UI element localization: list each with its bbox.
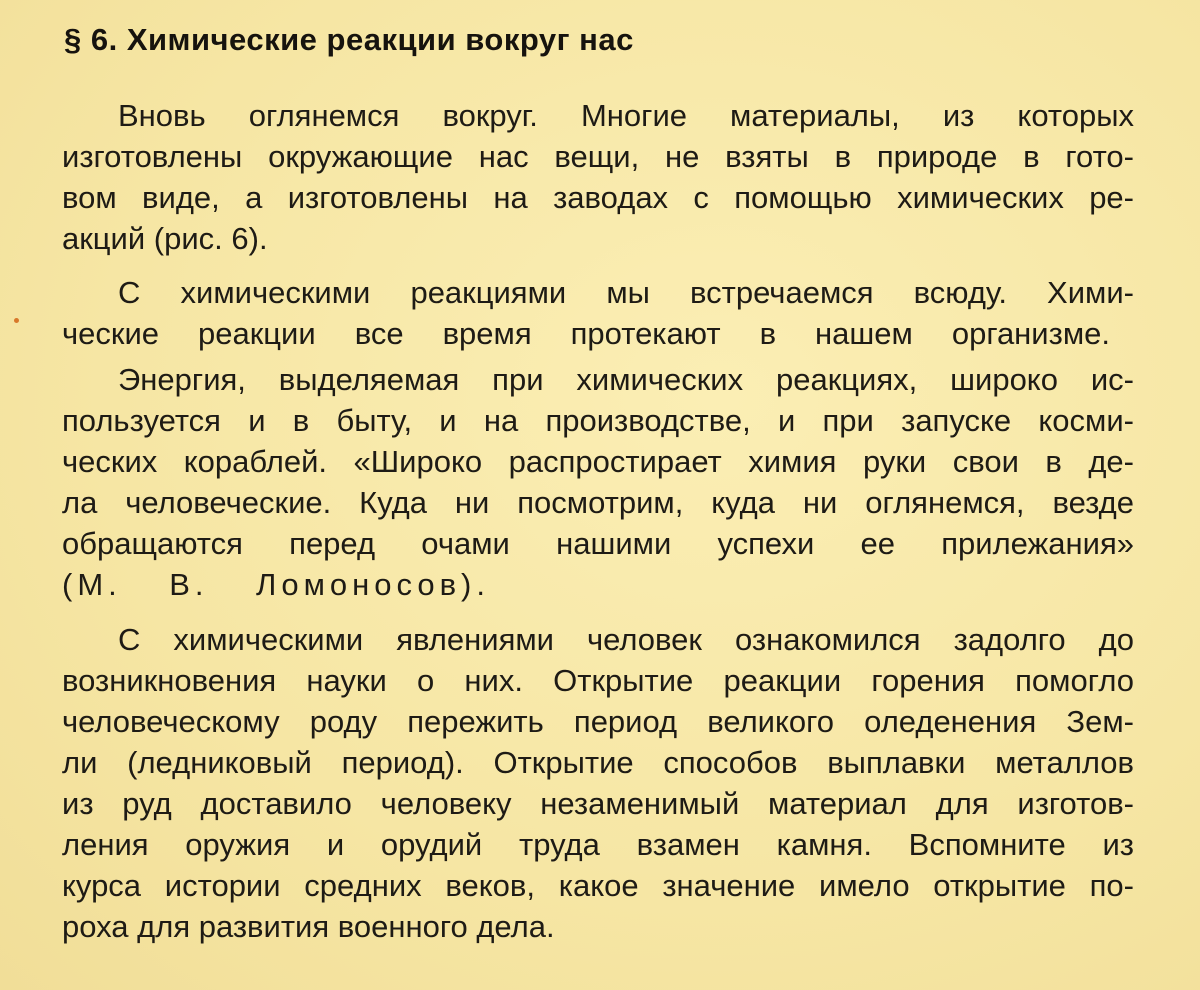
- text-line: человеческому роду пережить период великого оледенения Зем-: [62, 704, 1134, 739]
- text-line: курса истории средних веков, какое значение имело открытие по-: [62, 868, 1134, 903]
- text-line: изготовлены окружающие нас вещи, не взяты в природе в гото-: [62, 139, 1134, 174]
- text-line: ческие реакции все время протекают в нашем организме.: [62, 316, 1110, 351]
- text-line: ли (ледниковый период). Открытие способов выплавки металлов: [62, 745, 1134, 780]
- text-line: ления оружия и орудий труда взамен камня. Вспомните из: [62, 827, 1134, 862]
- text-line: ла человеческие. Куда ни посмотрим, куда ни оглянемся, везде: [62, 485, 1134, 520]
- ink-speck: [14, 318, 19, 323]
- text-line: Вновь оглянемся вокруг. Многие материалы, из которых: [118, 98, 1134, 133]
- text-line: С химическими явлениями человек ознакомился задолго до: [118, 622, 1134, 657]
- text-line: обращаются перед очами нашими успехи ее прилежания»: [62, 526, 1134, 561]
- text-line: пользуется и в быту, и на производстве, и при запуске косми-: [62, 403, 1134, 438]
- text-line: ческих кораблей. «Широко распростирает химия руки свои в де-: [62, 444, 1134, 479]
- text-line: акций (рис. 6).: [62, 221, 268, 256]
- section-heading: § 6. Химические реакции вокруг нас: [64, 22, 634, 57]
- text-line: из руд доставило человеку незаменимый материал для изготов-: [62, 786, 1134, 821]
- text-line: возникновения науки о них. Открытие реакции горения помогло: [62, 663, 1134, 698]
- text-line: Энергия, выделяемая при химических реакциях, широко ис-: [118, 362, 1134, 397]
- text-line: роха для развития военного дела.: [62, 909, 555, 944]
- text-line: (М. В. Ломоносов).: [62, 567, 490, 602]
- text-line: С химическими реакциями мы встречаемся всюду. Хими-: [118, 275, 1134, 310]
- text-line: вом виде, а изготовлены на заводах с помощью химических ре-: [62, 180, 1134, 215]
